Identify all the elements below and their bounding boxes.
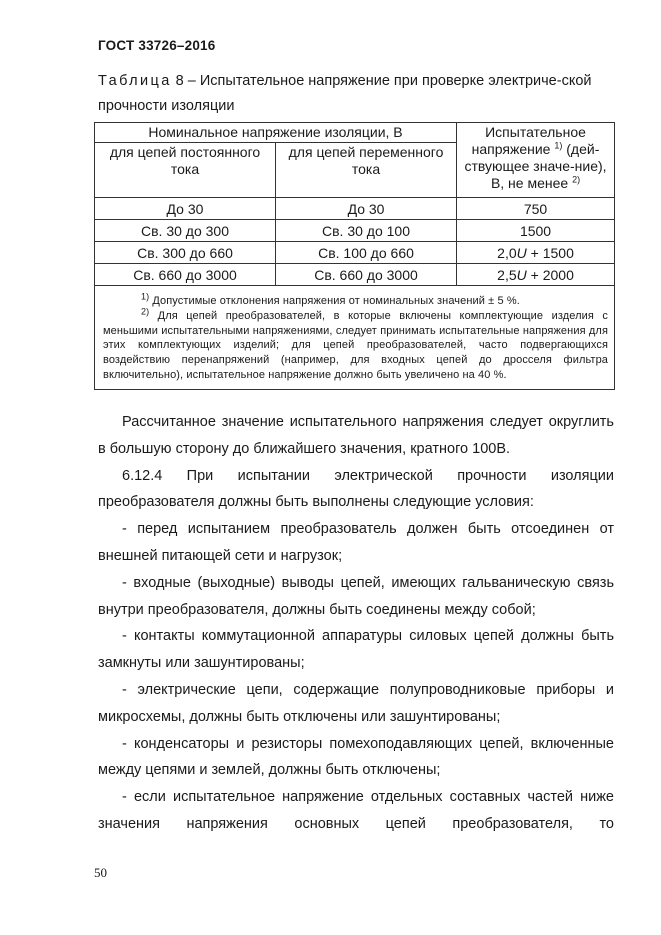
cell-dc: Св. 300 до 660 <box>95 242 276 264</box>
cell-test: 2,5U + 2000 <box>457 264 615 286</box>
cell-test: 750 <box>457 198 615 220</box>
page-number: 50 <box>94 865 107 880</box>
footnote-ref-1: 1) <box>554 140 563 151</box>
list-item: - контакты коммутационной аппаратуры силовых цепей должны быть замкнуты или зашунтированы; <box>98 628 614 672</box>
table-row <box>95 198 615 220</box>
list-item: - если испытательное напряжение отдельных составных частей ниже значения напряжения основных цепей преобразователя, то <box>98 789 614 832</box>
cell-dc: До 30 <box>95 198 276 220</box>
cell-ac: Св. 660 до 3000 <box>276 264 457 286</box>
table-note-2 <box>103 306 609 383</box>
note-2-text: Для цепей преобразователей, в которые включены комплектующие изделия с меньшими испытательными напряжениями, следует принимать испытательные напряжения для этих комплектующих изделий; для цепей преобразователей, часто подвергающихся воздействию перенапряжений (например, для входных цепей до дросселя фильтра включительно), испытательное напряжение должно быть увеличено на 40 %. <box>103 309 609 381</box>
cell-dc: Св. 660 до 3000 <box>95 264 276 286</box>
note-1-marker: 1) <box>141 291 150 302</box>
note-1-text: Допустимые отклонения напряжения от номинальных значений ± 5 %. <box>149 295 520 307</box>
cell-ac: Св. 30 до 100 <box>276 220 457 242</box>
cell-ac: До 30 <box>276 198 457 220</box>
header-test-voltage <box>457 123 615 198</box>
table-row <box>95 264 615 286</box>
header-nominal-voltage: Номинальное напряжение изоляции, В <box>95 123 457 143</box>
table-note-1 <box>103 291 608 309</box>
list-item: - входные (выходные) выводы цепей, имеющих гальваническую связь внутри преобразователя, должны быть соединены между собой; <box>98 574 614 618</box>
cell-test: 1500 <box>457 220 615 242</box>
header-test-voltage-text-2: (дей-ствующее значе-ние), В, не менее <box>464 141 607 191</box>
test-voltage-table <box>94 122 615 390</box>
table-caption <box>98 69 618 119</box>
table-header-row <box>95 123 615 143</box>
list-item: - электрические цепи, содержащие полупроводниковые приборы и микросхемы, должны быть отключены или зашунтированы; <box>98 681 614 725</box>
paragraph-rounding: Рассчитанное значение испытательного напряжения следует округлить в большую сторону до ближайшего значения, кратного 100В. <box>98 414 614 457</box>
cell-test: 2,0U + 1500 <box>457 242 615 264</box>
paragraph-6-12-4: 6.12.4 При испытании электрической прочности изоляции преобразователя должны быть выполнены следующие условия: <box>98 467 614 511</box>
note-2-marker: 2) <box>141 306 150 317</box>
table-notes-row <box>95 286 615 390</box>
footnote-ref-2: 2) <box>572 174 581 185</box>
table-row <box>95 220 615 242</box>
table-caption-lead: Таблица <box>98 73 172 89</box>
header-test-voltage-text: Испытательное напряжение <box>471 124 586 157</box>
table-row <box>95 242 615 264</box>
list-item: - конденсаторы и резисторы помехоподавляющих цепей, включенные между цепями и землей, должны быть отключены; <box>98 735 614 779</box>
header-dc-circuits: для цепей постоянного тока <box>95 143 276 198</box>
header-ac-circuits: для цепей переменного тока <box>276 143 457 198</box>
table-caption-text: 8 – Испытательное напряжение при проверке электриче-ской прочности изоляции <box>98 73 592 114</box>
cell-ac: Св. 100 до 660 <box>276 242 457 264</box>
cell-dc: Св. 30 до 300 <box>95 220 276 242</box>
table-notes <box>95 286 615 390</box>
body-text <box>98 409 614 838</box>
document-code: ГОСТ 33726–2016 <box>98 38 216 53</box>
list-item: - перед испытанием преобразователь должен быть отсоединен от внешней питающей сети и нагрузок; <box>98 521 614 564</box>
